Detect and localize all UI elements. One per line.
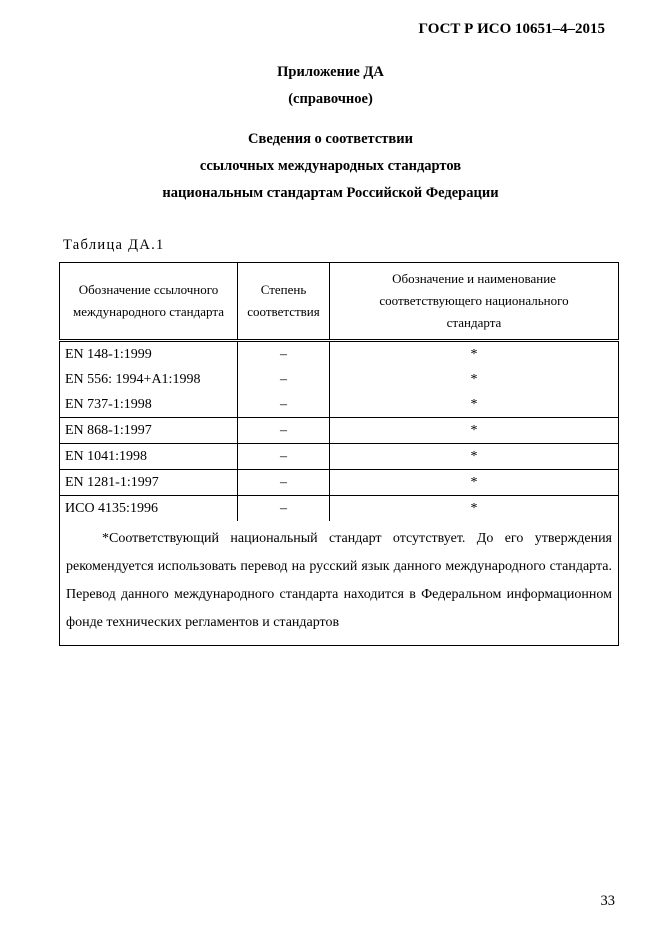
table-note-row xyxy=(60,521,619,646)
cell-national: * xyxy=(330,444,619,470)
cell-degree: – xyxy=(238,444,330,470)
cell-degree: – xyxy=(238,367,330,392)
table-row xyxy=(60,496,619,522)
table-row xyxy=(60,367,619,392)
table-row xyxy=(60,470,619,496)
table-row xyxy=(60,341,619,368)
cell-reference: EN 868-1:1997 xyxy=(60,418,238,444)
column-header-national: Обозначение и наименование соответствующего национального стандарта xyxy=(330,263,619,341)
table-caption: Таблица ДА.1 xyxy=(63,237,165,253)
cell-reference: EN 737-1:1998 xyxy=(60,392,238,418)
cell-national: * xyxy=(330,418,619,444)
cell-reference: EN 1041:1998 xyxy=(60,444,238,470)
table-note: *Соответствующий национальный стандарт отсутствует. До его утверждения рекомендуется использовать перевод на русский язык данного международного стандарта. Перевод данного международного стандарта находится в Федеральном информационном фонде технических регламентов и стандартов xyxy=(66,531,612,630)
table-note-cell xyxy=(60,521,619,646)
cell-degree: – xyxy=(238,418,330,444)
cell-reference: EN 148-1:1999 xyxy=(60,341,238,368)
cell-degree: – xyxy=(238,341,330,368)
cell-degree: – xyxy=(238,392,330,418)
appendix-heading-line-3: национальным стандартам Российской Федерации xyxy=(162,185,499,201)
table-header-row xyxy=(60,263,619,341)
cell-reference: EN 1281-1:1997 xyxy=(60,470,238,496)
column-header-reference: Обозначение ссылочного международного стандарта xyxy=(60,263,238,341)
table-row xyxy=(60,418,619,444)
table-row xyxy=(60,392,619,418)
correspondence-table xyxy=(59,262,619,646)
page-number: 33 xyxy=(600,893,615,909)
document-code: ГОСТ Р ИСО 10651–4–2015 xyxy=(418,21,605,37)
appendix-heading-line-2: ссылочных международных стандартов xyxy=(199,158,462,174)
appendix-heading-line-1: Сведения о соответствии xyxy=(248,131,413,147)
cell-degree: – xyxy=(238,470,330,496)
cell-national: * xyxy=(330,367,619,392)
appendix-title: Приложение ДА xyxy=(277,64,384,80)
appendix-subtitle: (справочное) xyxy=(288,91,373,107)
cell-national: * xyxy=(330,392,619,418)
cell-reference: EN 556: 1994+A1:1998 xyxy=(60,367,238,392)
column-header-degree: Степень соответствия xyxy=(238,263,330,341)
cell-national: * xyxy=(330,496,619,522)
cell-degree: – xyxy=(238,496,330,522)
table-row xyxy=(60,444,619,470)
cell-national: * xyxy=(330,470,619,496)
cell-reference: ИСО 4135:1996 xyxy=(60,496,238,522)
cell-national: * xyxy=(330,341,619,368)
